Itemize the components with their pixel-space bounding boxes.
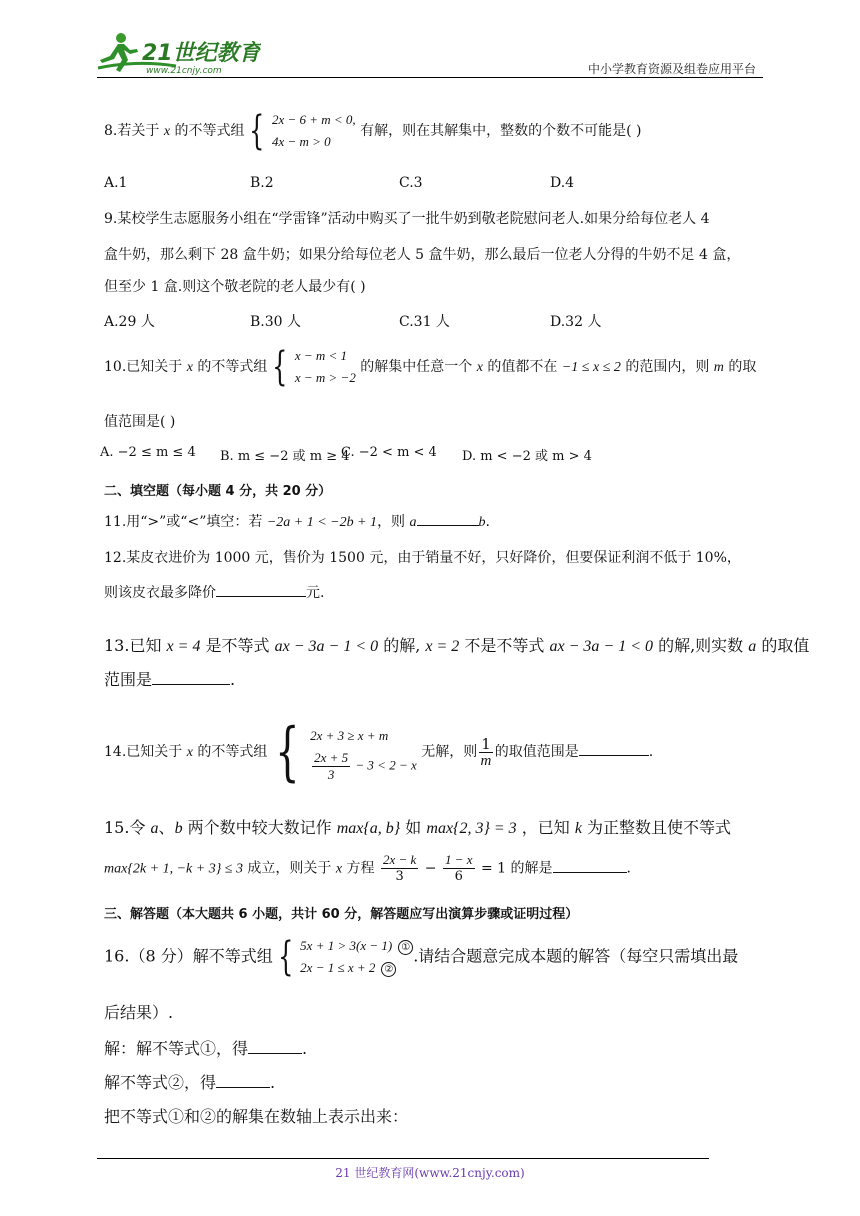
footer-divider (97, 1158, 709, 1159)
option-c[interactable]: C.3 (399, 175, 423, 191)
answer-blank-14[interactable] (579, 755, 649, 756)
question-12-line-2: 则该皮衣最多降价 元. (104, 585, 325, 601)
answer-blank-16-1[interactable] (248, 1053, 302, 1054)
question-9-line-1: 9.某校学生志愿服务小组在“学雷锋”活动中购买了一批牛奶到敬老院慰问老人.如果分给每位老人 4 (104, 211, 710, 227)
options-9 (0, 311, 860, 331)
logo-text: 21世纪教育 (142, 41, 261, 66)
question-9-line-3: 但至少 1 盒.则这个敬老院的老人最少有( ) (104, 279, 366, 295)
platform-title: 中小学教育资源及组卷应用平台 (587, 62, 756, 76)
option-a[interactable]: A.29 人 (104, 314, 155, 330)
options-10 (0, 445, 860, 465)
options-8 (0, 175, 860, 195)
question-16: 16.（8 分）解不等式组 { 5x + 1 > 3(x − 1) ① 2x − 1 ≤ x + 2 ② .请结合题意完成本题的解答（每空只需填出最 (104, 934, 739, 980)
question-9-line-2: 盒牛奶，那么剩下 28 盒牛奶；如果分给每位老人 5 盒牛奶，那么最后一位老人分得的牛奶不足 4 盒， (104, 247, 741, 263)
question-10-line-2: 值范围是( ) (104, 414, 176, 430)
option-b[interactable]: B.30 人 (250, 314, 302, 330)
option-a[interactable]: A.1 (104, 175, 128, 191)
section-2-heading: 二、填空题（每小题 4 分，共 20 分） (104, 484, 332, 499)
logo-url-text: www.21cnjy.com (146, 66, 222, 76)
answer-blank-12[interactable] (216, 596, 306, 597)
answer-step-3: 把不等式①和②的解集在数轴上表示出来： (104, 1107, 409, 1126)
question-13-line-2: 范围是 . (104, 670, 236, 689)
question-13: 13.已知 x = 4 是不等式 ax − 3a − 1 < 0 的解, x = 2 不是不等式 ax − 3a − 1 < 0 的解,则实数 a 的取值 (104, 636, 810, 655)
question-10: 10.已知关于 x 的不等式组 { x − m < 1 x − m > −2 的解集中任意一个 x 的值都不在 −1 ≤ x ≤ 2 的范围内，则 m 的取 (104, 344, 757, 390)
option-c[interactable]: C.31 人 (399, 314, 450, 330)
option-a[interactable]: A. −2 ≤ m ≤ 4 (100, 445, 196, 460)
option-b[interactable]: B.2 (250, 175, 274, 191)
question-16-line-2: 后结果）. (104, 1003, 174, 1022)
question-14: 14.已知关于 x 的不等式组 { 2x + 3 ≥ x + m $\frac{2x + 5}{3}$ − 3 < 2 − x 无解，则 $\frac{1}{m}$ 的取值范围是 . (104, 715, 654, 789)
site-logo (96, 30, 261, 78)
inequality-system-10: { x − m < 1 x − m > −2 (272, 344, 356, 390)
section-3-heading: 三、解答题（本大题共 6 小题，共计 60 分，解答题应写出演算步骤或证明过程） (104, 907, 579, 922)
answer-blank-11[interactable] (417, 525, 479, 526)
option-c[interactable]: C. −2 < m < 4 (341, 445, 437, 460)
inequality-system-14: { 2x + 3 ≥ x + m $\frac{2x + 5}{3}$ − 3 < 2 − x (275, 715, 417, 789)
answer-step-2: 解不等式②，得 . (104, 1073, 276, 1092)
inequality-system-8: { 2x − 6 + m < 0, 4x − m > 0 (249, 108, 356, 154)
answer-step-1: 解：解不等式①，得 . (104, 1039, 308, 1058)
inequality-system-16: { 5x + 1 > 3(x − 1) ① 2x − 1 ≤ x + 2 ② (273, 935, 413, 979)
question-15-line-2: max{2k + 1, −k + 3} ≤ 3 成立，则关于 x 方程 $\frac{2x - k}{3}$ − $\frac{1 - x}{6}$ = 1 的解是 . (104, 852, 631, 884)
question-15: 15.令 a、b 两个数中较大数记作 max{a, b} 如 max{2, 3} = 3 ，已知 k 为正整数且使不等式 (104, 818, 732, 837)
option-d[interactable]: D.4 (550, 175, 575, 191)
header-divider (97, 77, 763, 78)
runner-logo-icon (96, 30, 261, 78)
option-b[interactable]: B. m ≤ −2 或 m ≥ 4 (220, 449, 350, 464)
answer-blank-16-2[interactable] (216, 1087, 270, 1088)
option-d[interactable]: D.32 人 (550, 314, 602, 330)
question-11: 11.用“>”或“<”填空：若 −2a + 1 < −2b + 1，则 a b. (104, 514, 490, 530)
question-8: 8.若关于 x 的不等式组 { 2x − 6 + m < 0, 4x − m > 0 有解，则在其解集中，整数的个数不可能是( ) (104, 108, 642, 154)
answer-blank-13[interactable] (152, 684, 230, 685)
question-12-line-1: 12.某皮衣进价为 1000 元，售价为 1500 元，由于销量不好，只好降价，但要保证利润不低于 10%， (104, 550, 741, 566)
answer-blank-15[interactable] (553, 872, 627, 873)
option-d[interactable]: D. m < −2 或 m > 4 (462, 449, 592, 464)
footer-text[interactable]: 21 世纪教育网(www.21cnjy.com) (335, 1166, 525, 1180)
